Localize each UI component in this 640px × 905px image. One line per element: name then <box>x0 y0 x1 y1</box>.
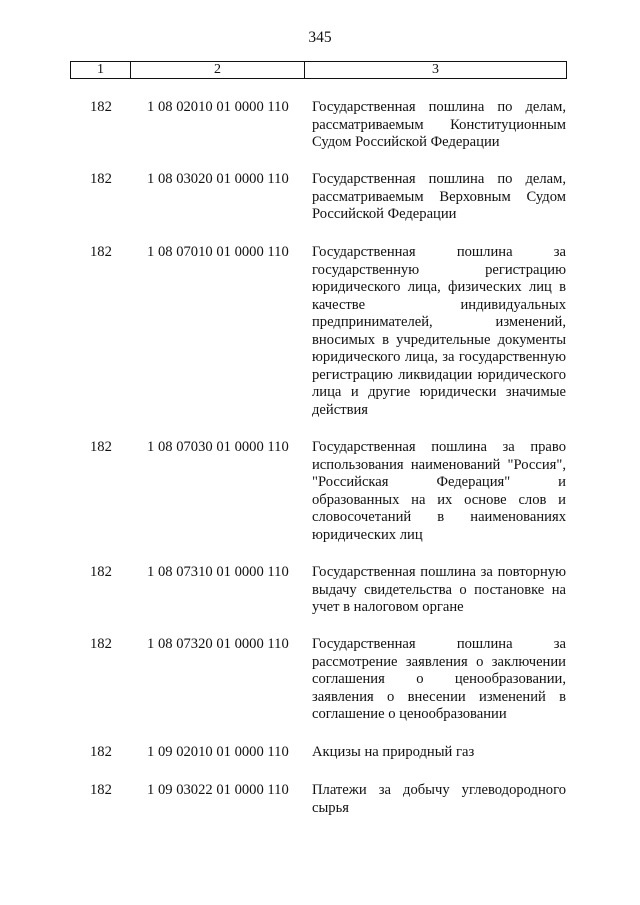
admin-code: 182 <box>90 439 112 455</box>
kbk-code: 1 08 03020 01 0000 110 <box>147 171 289 187</box>
row-description: Платежи за добычу углеводородного сырья <box>312 782 566 816</box>
row-description: Государственная пошлина за повторную выдачу свидетельства о постановке на учет в налоговом органе <box>312 564 566 615</box>
admin-code: 182 <box>90 564 112 580</box>
admin-code: 182 <box>90 244 112 260</box>
table-header <box>70 61 567 79</box>
page-number: 345 <box>308 29 332 46</box>
row-description: Государственная пошлина за рассмотрение заявления о заключении соглашения о ценообразовании, заявления о внесении изменений в соглашение о ценообразовании <box>312 636 566 722</box>
row-description: Государственная пошлина за право использования наименований "Россия", "Российская Федерация" и образованных на их основе слов и словосочетаний в наименованиях юридических лиц <box>312 439 566 543</box>
admin-code: 182 <box>90 171 112 187</box>
header-col-3: 3 <box>432 62 439 77</box>
kbk-code: 1 08 07320 01 0000 110 <box>147 636 289 652</box>
header-col-2: 2 <box>131 62 305 78</box>
admin-code: 182 <box>90 782 112 798</box>
kbk-code: 1 08 07030 01 0000 110 <box>147 439 289 455</box>
admin-code: 182 <box>90 636 112 652</box>
row-description: Акцизы на природный газ <box>312 744 475 760</box>
kbk-code: 1 09 02010 01 0000 110 <box>147 744 289 760</box>
row-description: Государственная пошлина по делам, рассматриваемым Верховным Судом Российской Федерации <box>312 171 566 222</box>
kbk-code: 1 09 03022 01 0000 110 <box>147 782 289 798</box>
kbk-code: 1 08 02010 01 0000 110 <box>147 99 289 115</box>
row-description: Государственная пошлина по делам, рассматриваемым Конституционным Судом Российской Федерации <box>312 99 566 150</box>
admin-code: 182 <box>90 99 112 115</box>
row-description: Государственная пошлина за государственную регистрацию юридического лица, физических лиц в качестве индивидуальных предпринимателей, изменений, вносимых в учредительные документы юридического лица, за государственную регистрацию ликвидации юридического лица и другие юридически значимые действия <box>312 244 566 418</box>
header-col-1: 1 <box>71 62 131 78</box>
admin-code: 182 <box>90 744 112 760</box>
kbk-code: 1 08 07310 01 0000 110 <box>147 564 289 580</box>
kbk-code: 1 08 07010 01 0000 110 <box>147 244 289 260</box>
